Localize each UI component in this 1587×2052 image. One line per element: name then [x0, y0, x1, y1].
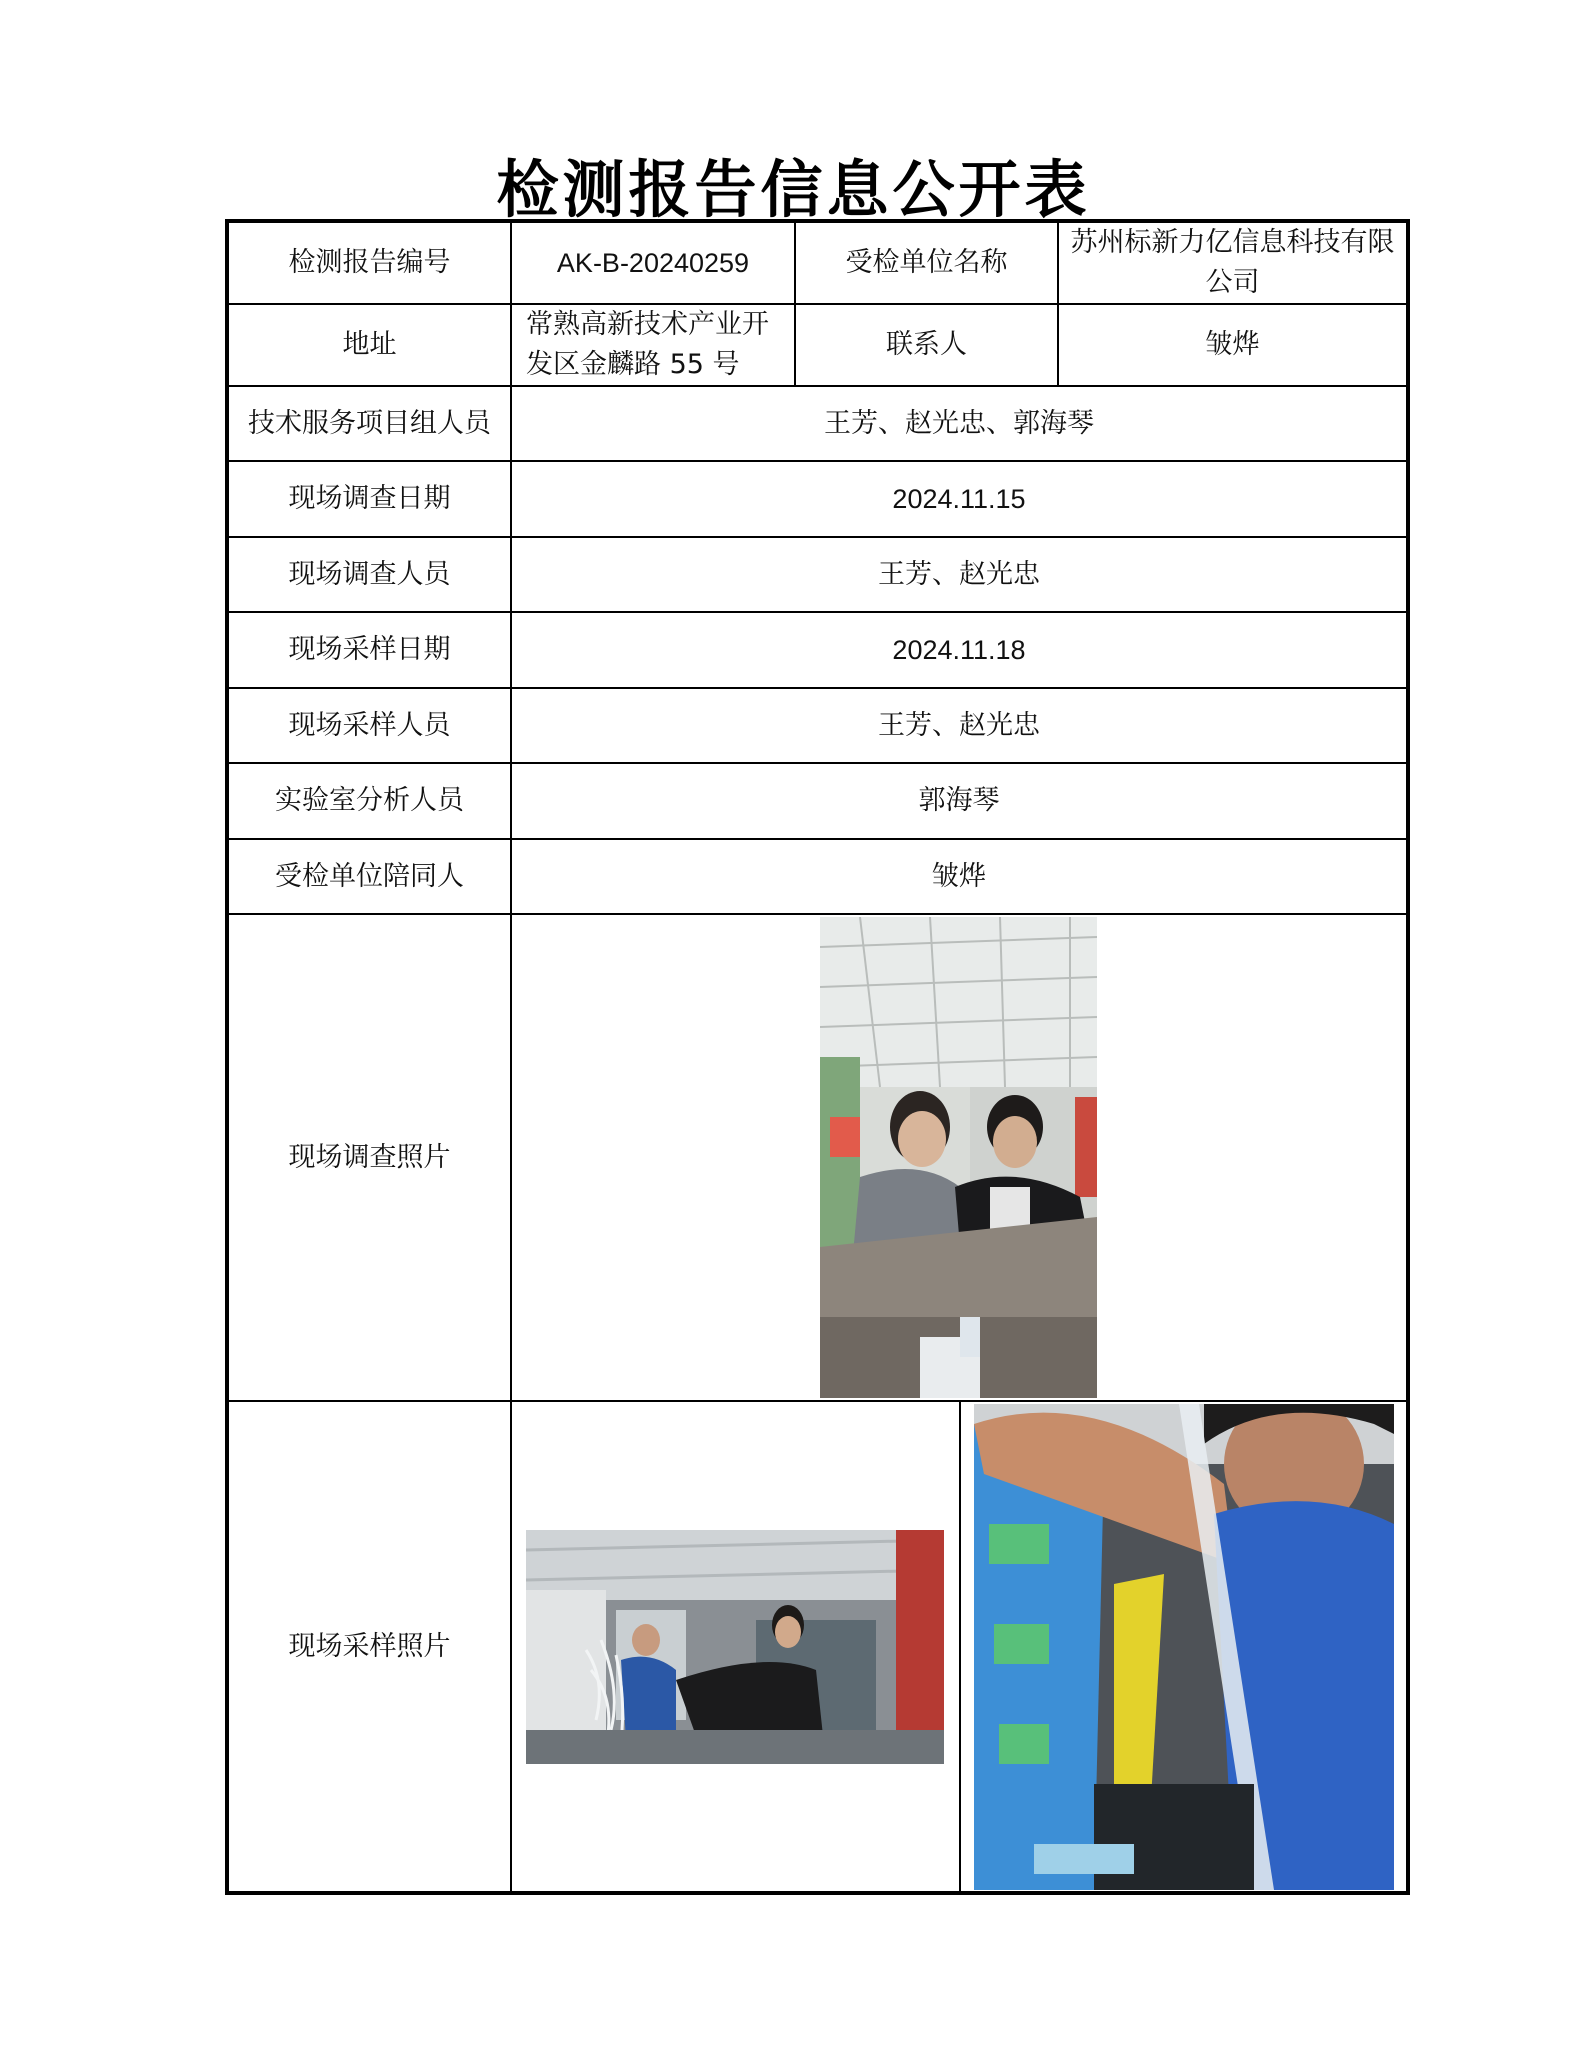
unit-name-label: 受检单位名称: [795, 221, 1058, 304]
table-row: [227, 1401, 1408, 1893]
table-row: [227, 461, 1408, 537]
report-info-table: [225, 219, 1410, 1895]
table-row: [227, 839, 1408, 914]
survey-staff-label: 现场调查人员: [227, 537, 511, 612]
lab-staff-label: 实验室分析人员: [227, 763, 511, 839]
address-label: 地址: [227, 304, 511, 386]
table-row: [227, 688, 1408, 763]
survey-date-value: 2024.11.15: [511, 461, 1408, 537]
table-row: [227, 221, 1408, 304]
unit-name-value: 苏州标新力亿信息科技有限公司: [1058, 221, 1408, 304]
address-value: 常熟高新技术产业开发区金麟路 55 号: [511, 304, 795, 386]
sampling-photo-1: [526, 1530, 944, 1764]
table-row: [227, 612, 1408, 688]
sampling-staff-label: 现场采样人员: [227, 688, 511, 763]
contact-label: 联系人: [795, 304, 1058, 386]
table-row: [227, 304, 1408, 386]
team-value: 王芳、赵光忠、郭海琴: [511, 386, 1408, 461]
survey-photo: [820, 917, 1097, 1398]
sampling-date-label: 现场采样日期: [227, 612, 511, 688]
survey-date-label: 现场调查日期: [227, 461, 511, 537]
table-row: [227, 386, 1408, 461]
sampling-photo-label: 现场采样照片: [227, 1401, 511, 1893]
report-no-label: 检测报告编号: [227, 221, 511, 304]
sampling-photo-cell: [511, 1401, 1408, 1893]
photo-divider: [959, 1402, 961, 1891]
escort-value: 皱烨: [511, 839, 1408, 914]
sampling-photo-1-image: [526, 1530, 944, 1764]
sampling-date-value: 2024.11.18: [511, 612, 1408, 688]
lab-staff-value: 郭海琴: [511, 763, 1408, 839]
survey-photo-image: [820, 917, 1097, 1398]
table-row: [227, 537, 1408, 612]
escort-label: 受检单位陪同人: [227, 839, 511, 914]
sampling-photo-2: [974, 1404, 1394, 1890]
sampling-photo-2-image: [974, 1404, 1394, 1890]
sampling-staff-value: 王芳、赵光忠: [511, 688, 1408, 763]
survey-photo-label: 现场调查照片: [227, 914, 511, 1401]
survey-photo-cell: [511, 914, 1408, 1401]
table-row: [227, 914, 1408, 1401]
survey-staff-value: 王芳、赵光忠: [511, 537, 1408, 612]
contact-value: 皱烨: [1058, 304, 1408, 386]
report-no-value: AK-B-20240259: [511, 221, 795, 304]
team-label: 技术服务项目组人员: [227, 386, 511, 461]
table-row: [227, 763, 1408, 839]
page-title: 检测报告信息公开表: [496, 153, 1091, 226]
